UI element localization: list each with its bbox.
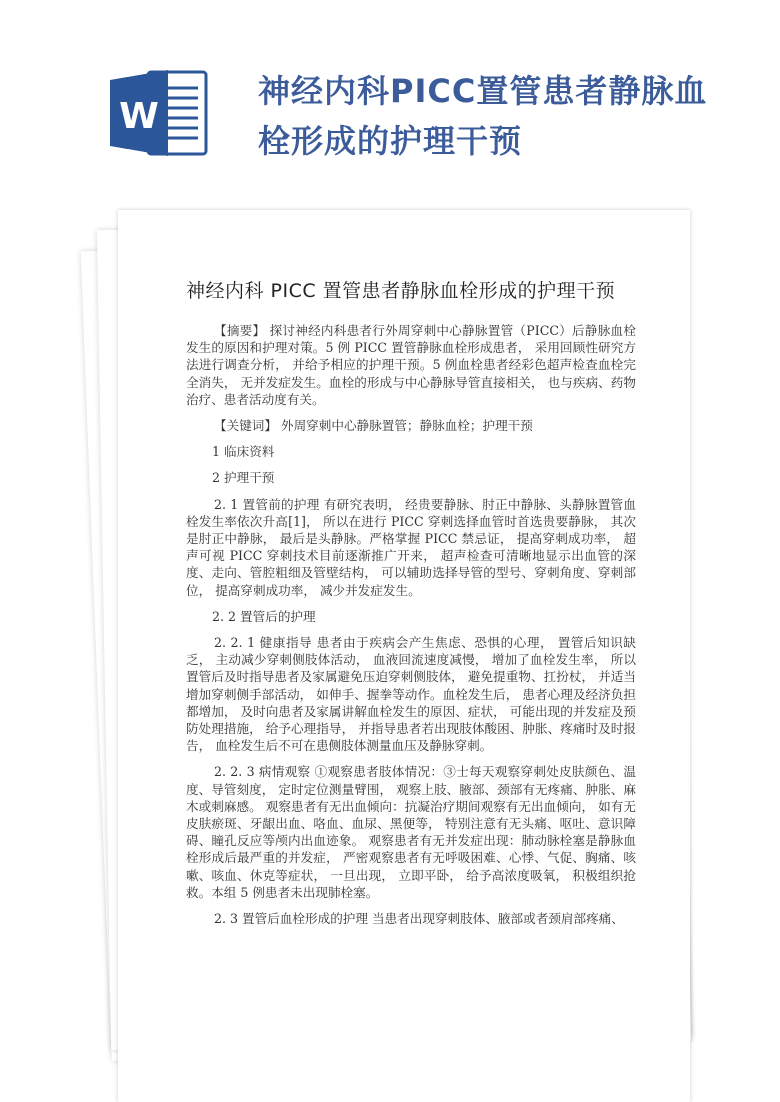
document-title: 神经内科 PICC 置管患者静脉血栓形成的护理干预 [186, 280, 616, 302]
body-paragraph: 2. 2. 3 病情观察 ①观察患者肢体情况：③士每天观察穿刺处皮肤颜色、温度、导管刻度， 定时定位测量臂围， 观察上肢、腋部、颈部有无疼痛、肿胀、麻木或刺麻感。 观察患者有无出血倾向：抗凝治疗期间观察有无出血倾向， 如有无皮肤瘀斑、牙龈出血、咯血、血尿、黑便等， 特别注意有无头痛、呕吐、意识障碍、瞳孔反应等颅内出血迹象。 观察患者有无并发症出现：肺动脉栓塞是静脉血栓形成后最严重的并发症， 严密观察患者有无呼吸困难、心悸、气促、胸痛、咳嗽、咳血、休克等症状， 一旦出现， 立即平卧， 给予高浓度吸氧， 积极组织抢救。本组 5 例患者未出现肺栓塞。 [186, 764, 636, 900]
section-heading: 2. 2 置管后的护理 [212, 608, 316, 624]
header [0, 0, 780, 200]
body-paragraph: 2. 3 置管后血栓形成的护理 当患者出现穿刺肢体、腋部或者颈肩部疼痛、 [214, 911, 624, 927]
word-document-icon [108, 70, 208, 156]
keywords-paragraph: 【关键词】 外周穿刺中心静脉置管；静脉血栓；护理干预 [214, 418, 533, 434]
document-body [186, 322, 636, 936]
section-heading: 2 护理干预 [212, 470, 275, 486]
body-paragraph: 2. 1 置管前的护理 有研究表明， 经贵要静脉、肘正中静脉、头静脉置管血栓发生率依次升高[1]， 所以在进行 PICC 穿刺选择血管时首选贵要静脉， 其次是肘正中静脉， 最后是头静脉。严格掌握 PICC 禁忌证， 提高穿刺成功率， 超声可视 PICC 穿刺技术目前逐渐推广开来， 超声检查可清晰地显示出血管的深度、走向、管腔粗细及管壁结构， 可以辅助选择导管的型号、穿刺角度、穿刺部位， 提高穿刺成功率， 减少并发症发生。 [186, 496, 636, 598]
svg-text:W: W [119, 96, 159, 137]
abstract-paragraph: 【摘要】 探讨神经内科患者行外周穿刺中心静脉置管（PICC）后静脉血栓发生的原因和护理对策。5 例 PICC 置管静脉血栓形成患者， 采用回顾性研究方法进行调查分析， 并给予相应的护理干预。5 例血栓患者经彩色超声检查血栓完全消失， 无并发症发生。血栓的形成与中心静脉导管直接相关， 也与疾病、药物治疗、患者活动度有关。 [186, 323, 636, 407]
body-paragraph: 2. 2. 1 健康指导 患者由于疾病会产生焦虑、恐惧的心理， 置管后知识缺乏， 主动减少穿刺侧肢体活动， 血液回流速度减慢， 增加了血栓发生率， 所以置管后及时指导患者及家属避免压迫穿刺侧肢体， 避免提重物、扛扮杖， 并适当增加穿刺侧手部活动， 如伸手、握拳等动作。血栓发生后， 患者心理及经济负担都增加， 及时向患者及家属讲解血栓发生的原因、症状， 可能出现的并发症及预防处理措施， 给予心理指导， 并指导患者若出现肢体酸困、肿胀、疼痛时及时报告， 血栓发生后不可在患侧肢体测量血压及静脉穿刺。 [186, 635, 636, 754]
header-title: 神经内科PICC置管患者静脉血栓形成的护理干预 [258, 72, 708, 160]
section-heading: 1 临床资料 [212, 444, 275, 460]
